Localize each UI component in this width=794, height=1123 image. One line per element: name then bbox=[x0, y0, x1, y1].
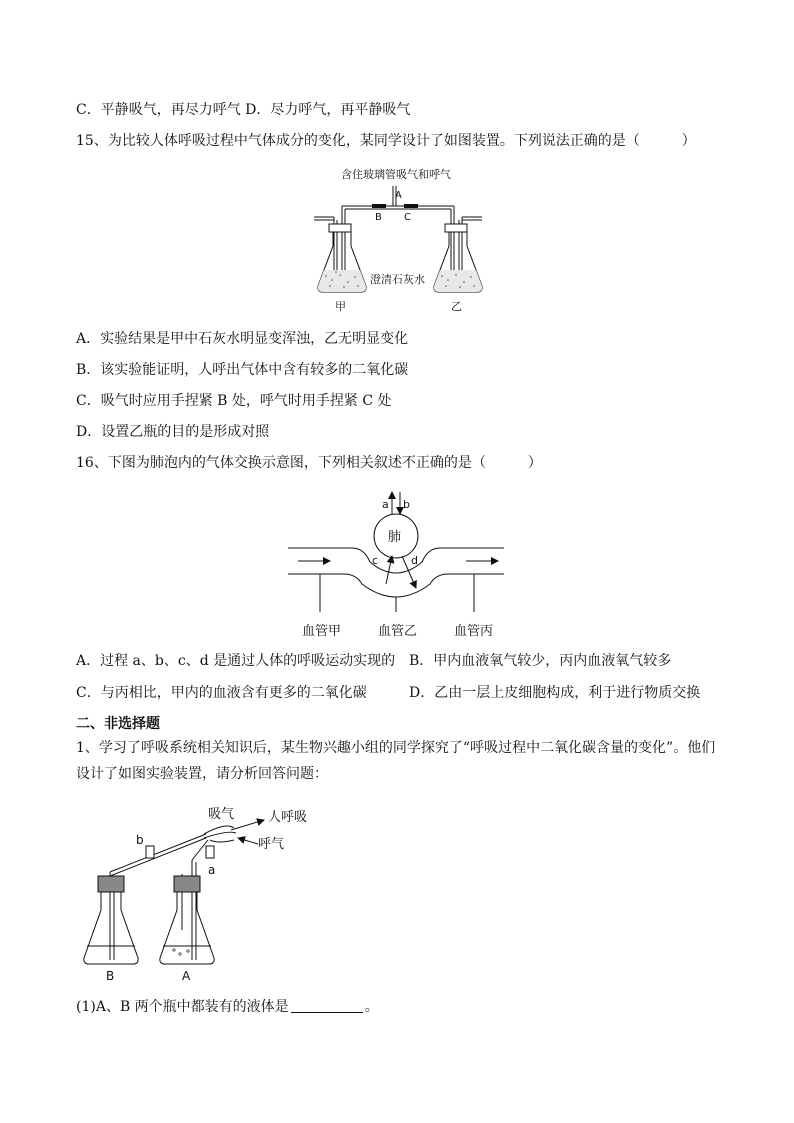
q15-option-b: B．该实验能证明，人呼出气体中含有较多的二氧化碳 bbox=[76, 362, 409, 378]
q15-liquid-label: 澄清石灰水 bbox=[370, 273, 425, 286]
q15-clamp-c bbox=[404, 204, 418, 208]
q1-inhale-label: 吸气 bbox=[208, 807, 235, 822]
q14-option-cd: C．平静吸气，再尽力呼气 D．尽力呼气，再平静吸气 bbox=[76, 102, 411, 118]
q15-stopper-left bbox=[329, 224, 351, 232]
q1-sub1-answer-blank[interactable] bbox=[291, 998, 363, 1013]
q16-label-a: a bbox=[382, 498, 389, 511]
q1-stopper-a bbox=[174, 876, 200, 892]
q15-label-b: B bbox=[375, 212, 382, 223]
q16-label-c: c bbox=[372, 554, 379, 567]
q16-vessel-yi: 血管乙 bbox=[378, 624, 418, 639]
q16-option-c: C．与丙相比，甲内的血液含有更多的二氧化碳 bbox=[76, 685, 367, 701]
q15-label-c: C bbox=[404, 212, 411, 223]
q16-option-a: A．过程 a、b、c、d 是通过人体的呼吸运动实现的 bbox=[76, 653, 396, 669]
q15-top-label: 含住玻璃管吸气和呼气 bbox=[341, 168, 451, 181]
q1-clamp-a bbox=[206, 846, 214, 858]
q1-label-a: a bbox=[208, 863, 216, 877]
q1-stem-line1: 1、学习了呼吸系统相关知识后，某生物兴趣小组的同学探究了“呼吸过程中二氧化碳含量的变化”。他们 bbox=[76, 740, 716, 756]
q15-figure bbox=[300, 162, 500, 317]
q1-sub1 bbox=[76, 997, 379, 1017]
q1-exhale-label: 呼气 bbox=[258, 837, 285, 852]
q1-sub1-prefix: (1)A、B 两个瓶中都装有的液体是 bbox=[76, 999, 289, 1015]
q15-stem: 15、为比较人体呼吸过程中气体成分的变化，某同学设计了如图装置。下列说法正确的是（ ） bbox=[76, 133, 696, 149]
q1-flask-a bbox=[160, 892, 214, 964]
q1-clamp-b bbox=[146, 846, 154, 858]
q16-option-d: D．乙由一层上皮细胞构成，利于进行物质交换 bbox=[409, 685, 701, 701]
q1-sub1-suffix: 。 bbox=[364, 999, 379, 1015]
q15-flask-left-label: 甲 bbox=[335, 300, 346, 313]
q16-vessel-jia: 血管甲 bbox=[302, 624, 342, 639]
q1-flask-b bbox=[84, 892, 138, 964]
q1-flask-b-label: B bbox=[106, 969, 115, 983]
q16-label-b: b bbox=[403, 498, 410, 511]
q1-person-label: 人呼吸 bbox=[268, 810, 308, 825]
q15-option-a: A．实验结果是甲中石灰水明显变浑浊，乙无明显变化 bbox=[76, 331, 409, 347]
q15-option-c: C．吸气时应用手捏紧 B 处，呼气时用手捏紧 C 处 bbox=[76, 393, 392, 409]
q1-flask-a-label: A bbox=[182, 969, 191, 983]
q15-label-a: A bbox=[395, 190, 402, 201]
q1-stopper-b bbox=[98, 876, 124, 892]
q16-stem: 16、下图为肺泡内的气体交换示意图，下列相关叙述不正确的是（ ） bbox=[76, 455, 542, 471]
q16-vessel-bing: 血管丙 bbox=[454, 624, 494, 639]
q1-label-b: b bbox=[136, 833, 144, 847]
q15-flask-right-label: 乙 bbox=[451, 300, 462, 313]
q15-option-d: D．设置乙瓶的目的是形成对照 bbox=[76, 424, 270, 440]
q1-figure bbox=[76, 800, 326, 985]
q16-label-d: d bbox=[411, 554, 418, 567]
q16-option-b: B．甲内血液氧气较少，丙内血液氧气较多 bbox=[409, 653, 672, 669]
q16-alveolus-label: 肺 bbox=[388, 530, 402, 545]
q15-clamp-b bbox=[372, 204, 386, 208]
q15-stopper-right bbox=[445, 224, 467, 232]
q1-stem-line2: 设计了如图实验装置，请分析回答问题： bbox=[76, 766, 328, 782]
section-title: 二、非选择题 bbox=[76, 716, 160, 732]
q16-figure bbox=[280, 484, 520, 644]
